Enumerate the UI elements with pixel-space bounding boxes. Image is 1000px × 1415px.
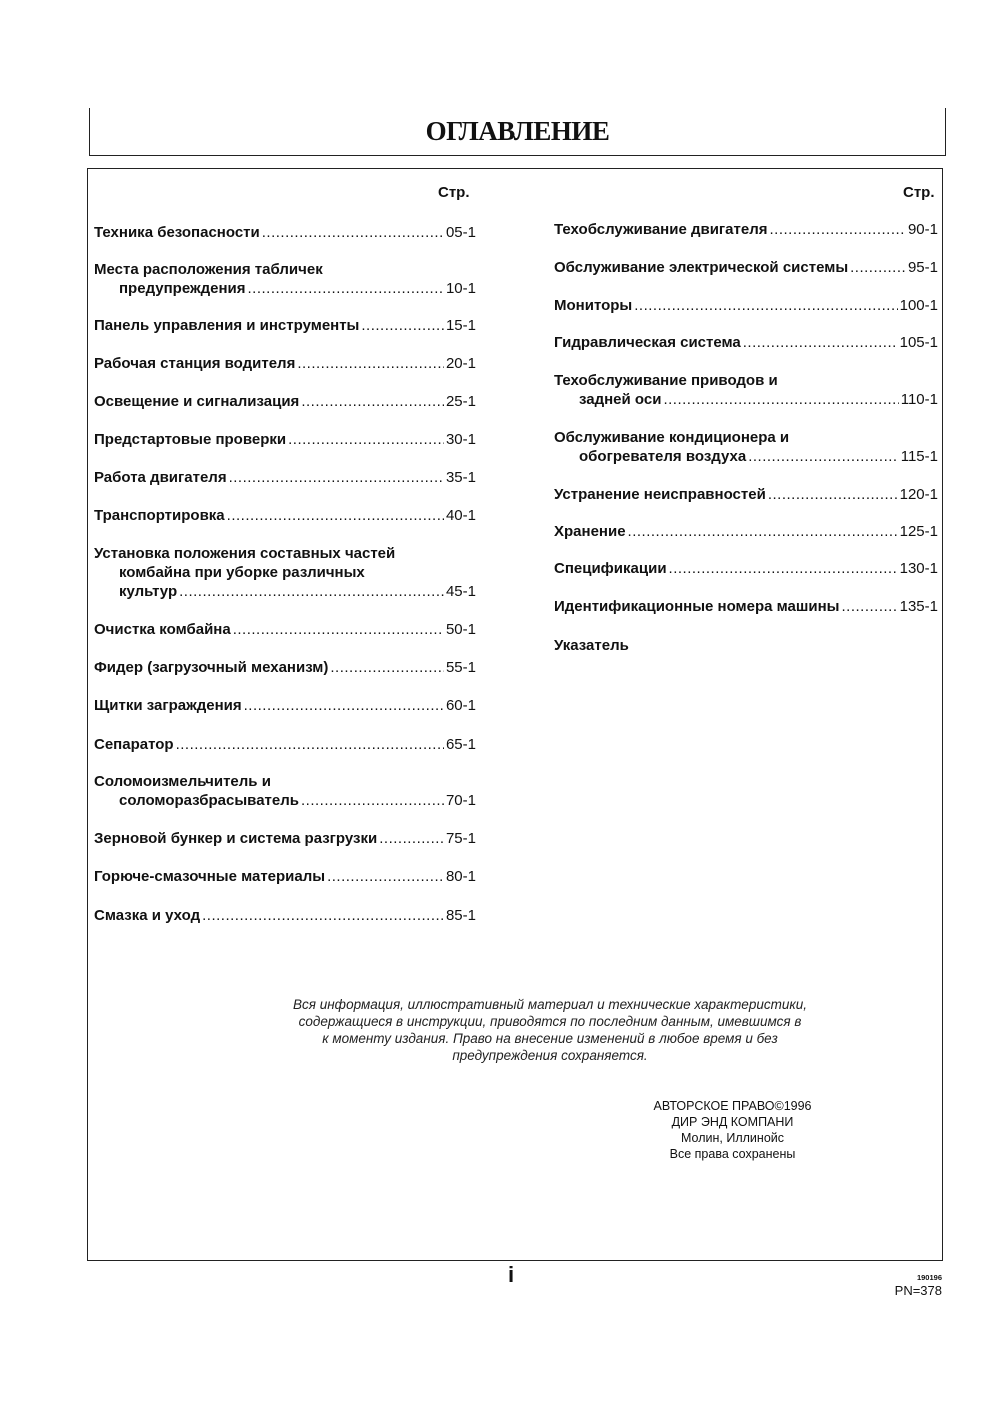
- dot-leader: [262, 223, 444, 242]
- dot-leader: [628, 522, 898, 541]
- dot-leader: [850, 258, 906, 277]
- toc-entry-page: 50-1: [445, 621, 476, 638]
- note-line: к моменту издания. Право на внесение изменений в любое время и без: [322, 1031, 778, 1046]
- toc-entry-title: Спецификации: [554, 560, 667, 577]
- dot-leader: [748, 447, 899, 466]
- dot-leader: [229, 468, 444, 487]
- toc-entry-page: 40-1: [445, 507, 476, 524]
- toc-entry-page: 110-1: [900, 391, 938, 408]
- dot-leader: [634, 296, 897, 315]
- toc-entry-page: 45-1: [445, 583, 476, 600]
- toc-entry-page: 60-1: [445, 697, 476, 714]
- toc-entry[interactable]: [94, 544, 476, 601]
- toc-entry-title: Предстартовые проверки: [94, 431, 287, 448]
- dot-leader: [361, 316, 444, 335]
- toc-entry-title: Техобслуживание двигателя: [554, 221, 768, 238]
- dot-leader: [768, 485, 898, 504]
- dot-leader: [248, 279, 444, 298]
- toc-entry-title: Панель управления и инструменты: [94, 317, 360, 334]
- toc-entry[interactable]: [94, 735, 476, 754]
- note-line: Вся информация, иллюстративный материал и технические характеристики,: [293, 997, 807, 1012]
- dot-leader: [179, 582, 444, 601]
- document-code: 190196: [916, 1273, 942, 1282]
- toc-entry[interactable]: [94, 354, 476, 373]
- toc-entry-page: 90-1: [907, 221, 938, 238]
- dot-leader: [669, 559, 898, 578]
- toc-entry[interactable]: [94, 316, 476, 335]
- toc-entry-title: комбайна при уборке различных: [119, 564, 365, 581]
- toc-entry-page: 105-1: [899, 334, 938, 351]
- toc-entry[interactable]: [94, 658, 476, 677]
- disclaimer-note: [260, 996, 840, 1064]
- toc-entry-title: Обслуживание кондиционера и: [554, 429, 790, 446]
- copyright-line: Все права сохранены: [669, 1147, 796, 1161]
- toc-entry[interactable]: [94, 867, 476, 886]
- toc-entry[interactable]: [94, 620, 476, 639]
- toc-entry-title: Указатель: [554, 637, 629, 654]
- toc-entry-title: Работа двигателя: [94, 469, 227, 486]
- toc-entry-title: Рабочая станция водителя: [94, 355, 296, 372]
- dot-leader: [233, 620, 444, 639]
- toc-entry-title: Фидер (загрузочный механизм): [94, 659, 329, 676]
- dot-leader: [841, 597, 897, 616]
- dot-leader: [330, 658, 444, 677]
- toc-entry-page: 35-1: [445, 469, 476, 486]
- page-number: i: [508, 1262, 515, 1287]
- toc-entry-page: 100-1: [899, 297, 938, 314]
- dot-leader: [227, 506, 444, 525]
- toc-entry[interactable]: [94, 430, 476, 449]
- toc-entry-title: Идентификационные номера машины: [554, 598, 840, 615]
- toc-entry-page: 05-1: [445, 224, 476, 241]
- toc-entry[interactable]: [554, 220, 938, 239]
- toc-entry-page: 10-1: [445, 280, 476, 297]
- toc-entry-page: 25-1: [445, 393, 476, 410]
- toc-entry-page: 85-1: [445, 907, 476, 924]
- toc-entry-title: Сепаратор: [94, 736, 174, 753]
- toc-entry[interactable]: [94, 392, 476, 411]
- toc-entry-title: Щитки заграждения: [94, 697, 242, 714]
- toc-entry-title: Освещение и сигнализация: [94, 393, 300, 410]
- dot-leader: [663, 390, 898, 409]
- toc-entry-title: Смазка и уход: [94, 907, 201, 924]
- dot-leader: [288, 430, 444, 449]
- toc-entry[interactable]: [94, 696, 476, 715]
- toc-entry-page: 15-1: [445, 317, 476, 334]
- toc-entry-page: 95-1: [907, 259, 938, 276]
- toc-entry[interactable]: [554, 258, 938, 277]
- toc-entry-page: 135-1: [899, 598, 938, 615]
- toc-entry-title: Техника безопасности: [94, 224, 260, 241]
- right-column-header: Стр.: [903, 184, 935, 201]
- toc-entry-page: 80-1: [445, 868, 476, 885]
- dot-leader: [244, 696, 444, 715]
- left-column-header: Стр.: [438, 184, 470, 201]
- toc-entry-page: 75-1: [445, 830, 476, 847]
- toc-entry-page: 30-1: [445, 431, 476, 448]
- page-title: ОГЛАВЛЕНИЕ: [425, 116, 610, 146]
- toc-entry[interactable]: [554, 636, 938, 655]
- toc-entry-title: Горюче-смазочные материалы: [94, 868, 326, 885]
- toc-entry-page: 120-1: [899, 486, 938, 503]
- toc-entry-title: Хранение: [554, 523, 626, 540]
- toc-entry-title: Техобслуживание приводов и: [554, 372, 778, 389]
- dot-leader: [301, 791, 444, 810]
- toc-entry-title: задней оси: [579, 391, 662, 408]
- toc-entry[interactable]: [554, 522, 938, 541]
- toc-entry-page: 20-1: [445, 355, 476, 372]
- toc-entry-page: 65-1: [445, 736, 476, 753]
- toc-entry-page: 55-1: [445, 659, 476, 676]
- toc-entry[interactable]: [554, 597, 938, 616]
- toc-entry[interactable]: [554, 333, 938, 352]
- title-frame: [89, 108, 946, 156]
- toc-entry-title: Транспортировка: [94, 507, 225, 524]
- toc-entry[interactable]: [554, 559, 938, 578]
- toc-entry[interactable]: [94, 468, 476, 487]
- toc-entry-title: Обслуживание электрической системы: [554, 259, 849, 276]
- toc-entry[interactable]: [554, 428, 938, 466]
- toc-entry-title: Соломоизмельчитель и: [94, 773, 271, 790]
- dot-leader: [770, 220, 906, 239]
- copyright-line: ДИР ЭНД КОМПАНИ: [671, 1115, 794, 1129]
- toc-entry-title: Установка положения составных частей: [94, 545, 396, 562]
- copyright-line: Молин, Иллинойс: [681, 1131, 784, 1145]
- toc-entry[interactable]: [94, 772, 476, 810]
- toc-entry[interactable]: [94, 260, 476, 298]
- dot-leader: [379, 829, 444, 848]
- toc-entry-title: Устранение неисправностей: [554, 486, 766, 503]
- toc-entry-title: соломоразбрасыватель: [119, 792, 299, 809]
- toc-entry[interactable]: [554, 296, 938, 315]
- toc-entry-title: предупреждения: [119, 280, 246, 297]
- dot-leader: [202, 906, 444, 925]
- toc-entry[interactable]: [94, 223, 476, 242]
- copyright-line: АВТОРСКОЕ ПРАВО©1996: [653, 1099, 812, 1113]
- toc-entry-title: обогревателя воздуха: [579, 448, 747, 465]
- toc-entry-page: 70-1: [445, 792, 476, 809]
- copyright-block: [630, 1098, 835, 1162]
- toc-entry-title: Гидравлическая система: [554, 334, 741, 351]
- toc-entry[interactable]: [94, 506, 476, 525]
- toc-entry-title: культур: [119, 583, 178, 600]
- dot-leader: [327, 867, 444, 886]
- note-line: предупреждения сохраняется.: [452, 1048, 648, 1063]
- toc-entry-page: 130-1: [899, 560, 938, 577]
- toc-entry-title: Очистка комбайна: [94, 621, 231, 638]
- toc-entry[interactable]: [554, 485, 938, 504]
- dot-leader: [297, 354, 444, 373]
- dot-leader: [301, 392, 444, 411]
- note-line: содержащиеся в инструкции, приводятся по последним данным, имевшимся в: [298, 1014, 802, 1029]
- toc-entry-page: 125-1: [899, 523, 938, 540]
- part-number: PN=378: [894, 1283, 942, 1298]
- toc-entry[interactable]: [94, 906, 476, 925]
- toc-entry-page: 115-1: [900, 448, 938, 465]
- toc-entry[interactable]: [94, 829, 476, 848]
- toc-entry-title: Мониторы: [554, 297, 633, 314]
- toc-entry[interactable]: [554, 371, 938, 409]
- dot-leader: [743, 333, 898, 352]
- toc-entry-title: Зерновой бункер и система разгрузки: [94, 830, 378, 847]
- toc-entry-title: Места расположения табличек: [94, 261, 323, 278]
- dot-leader: [176, 735, 444, 754]
